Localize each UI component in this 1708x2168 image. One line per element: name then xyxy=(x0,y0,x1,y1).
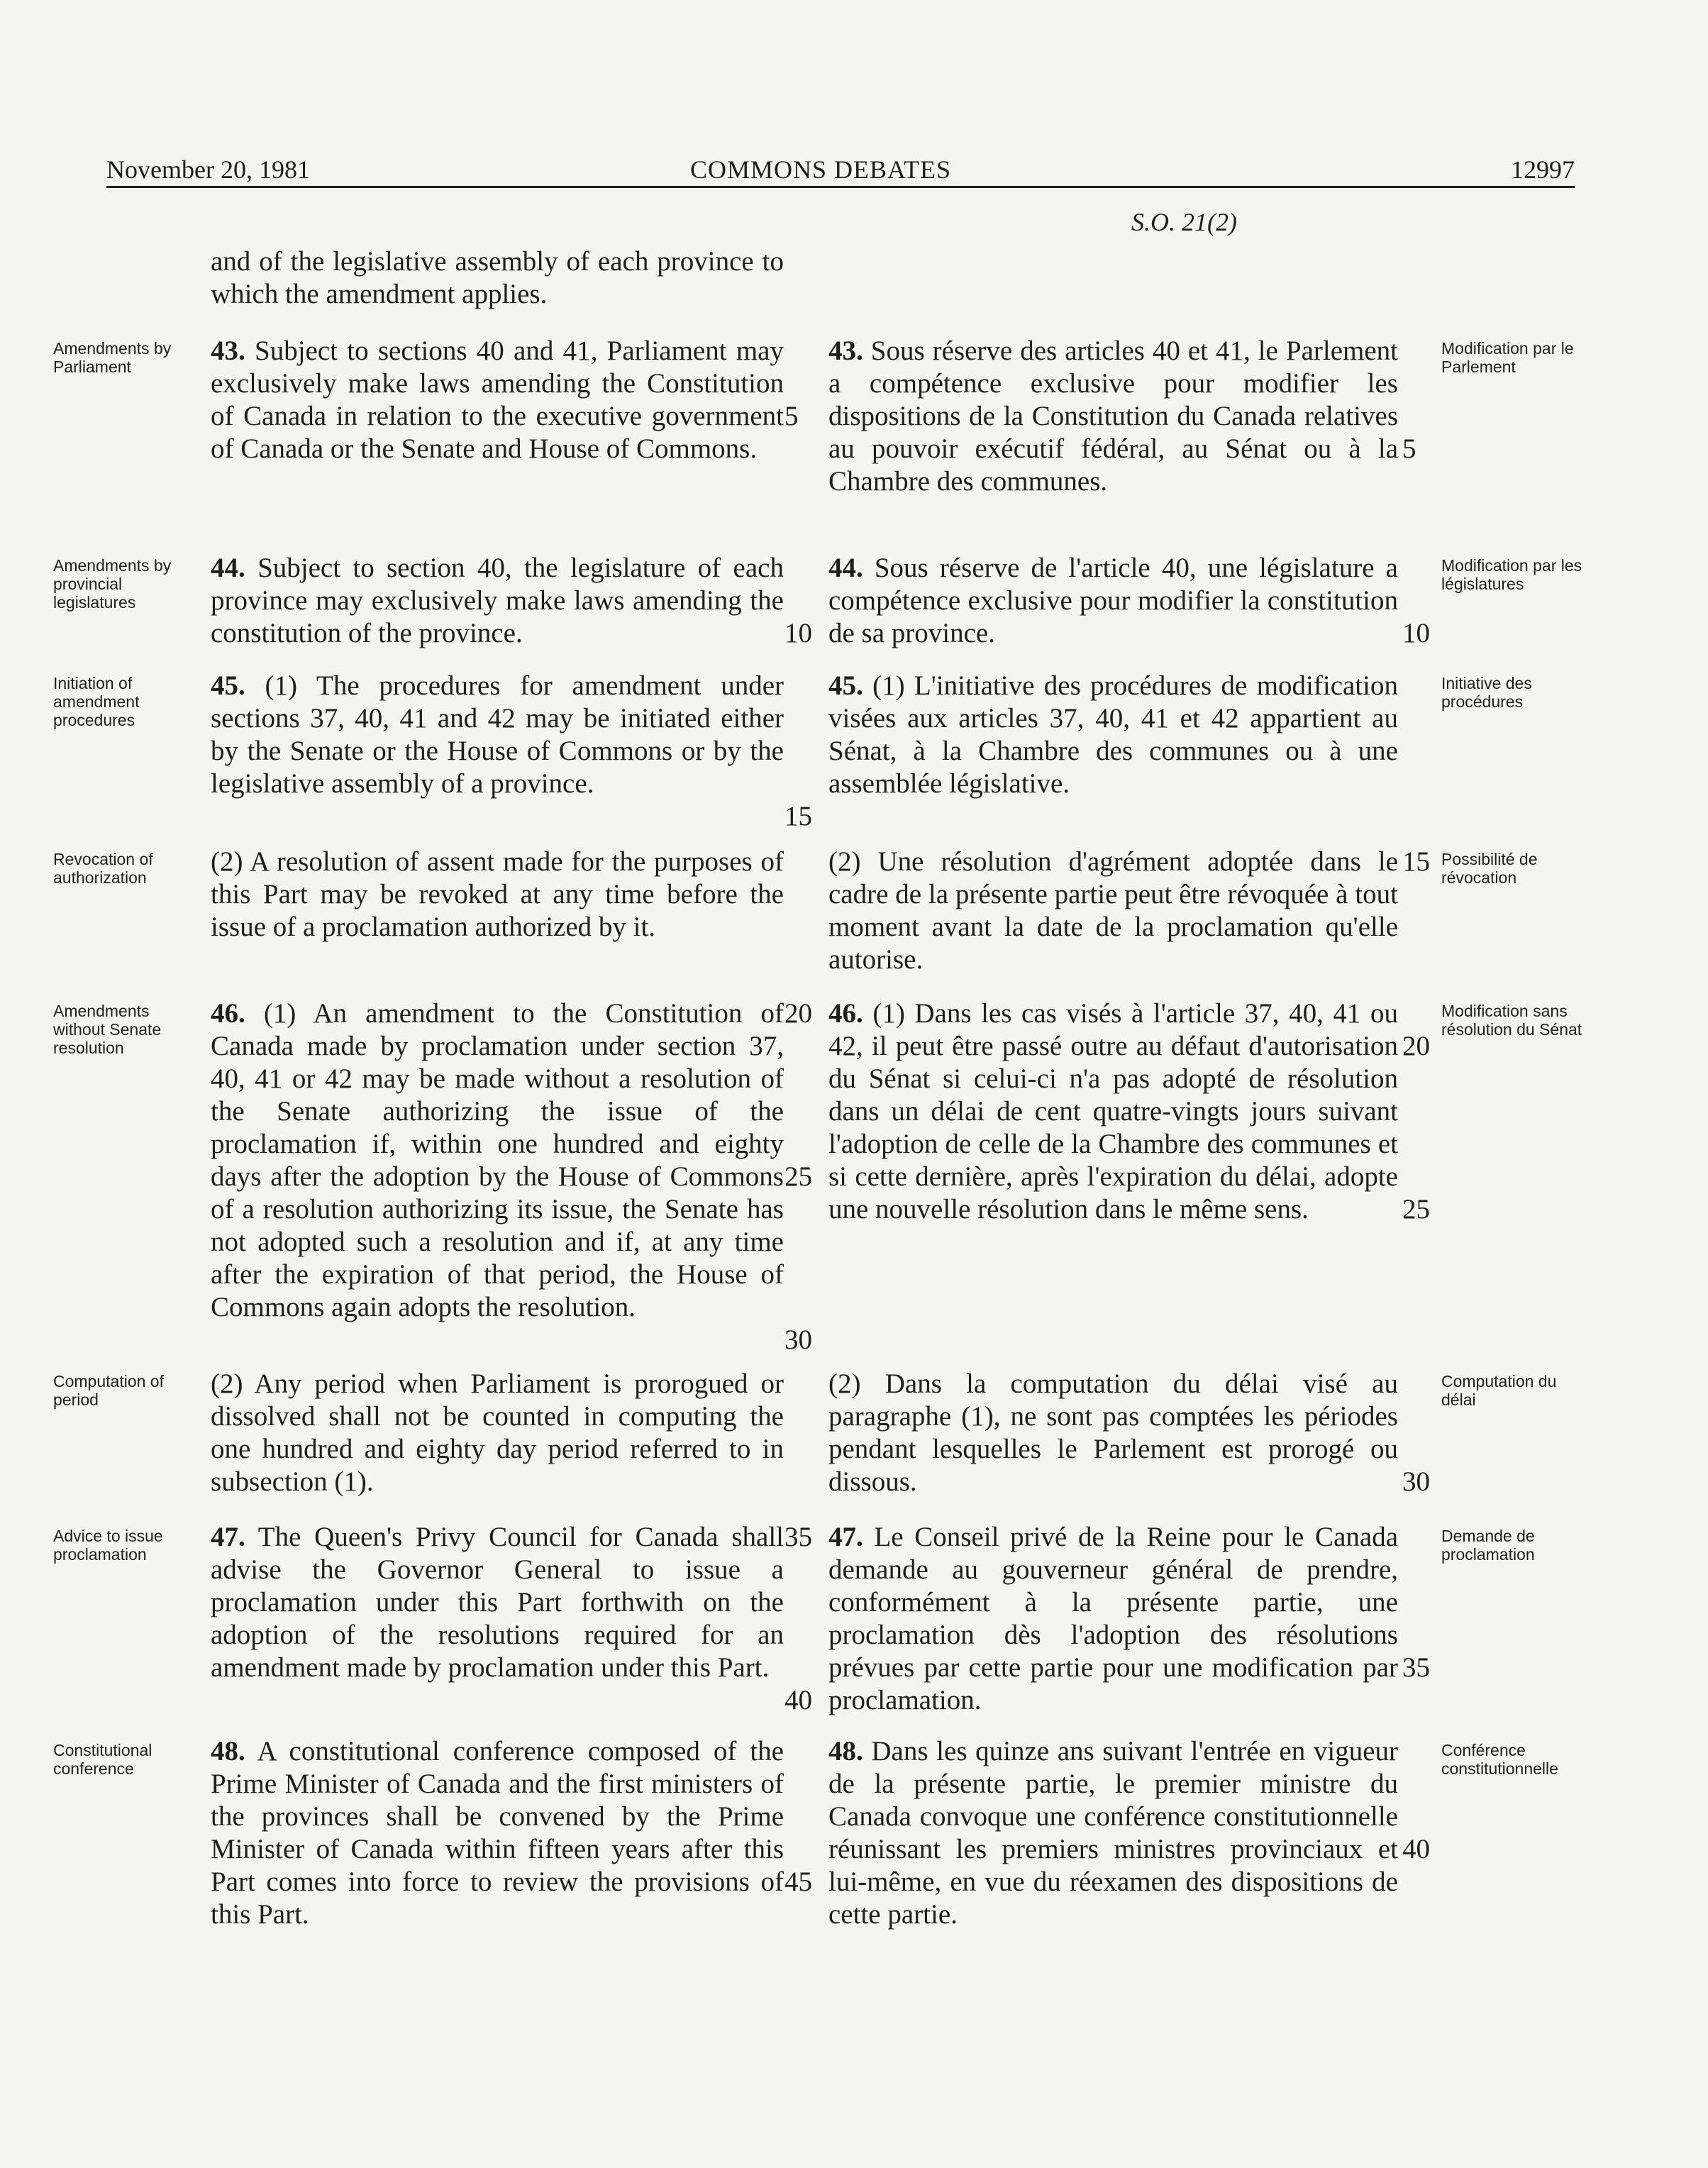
line-number: 40 xyxy=(1402,1834,1430,1864)
section-text: (2) Dans la computation du délai visé au paragraphe (1), ne sont pas comptées les périodes pendant lesquelles le Parlement est prorogé ou dissous. xyxy=(828,1368,1398,1497)
margin-note-fr: Conférence constitutionnelle xyxy=(1441,1741,1558,1778)
margin-note-en: Amendments by provincial legislatures xyxy=(53,556,172,612)
line-number: 40 xyxy=(784,1685,812,1715)
section-47-en xyxy=(211,1521,784,1684)
margin-note-fr: Initiative des procédures xyxy=(1441,674,1532,711)
standing-order-reference: S.O. 21(2) xyxy=(1131,208,1237,236)
section-number: 44. xyxy=(828,553,863,583)
margin-note-fr: Demande de proclamation xyxy=(1441,1527,1535,1564)
section-45-1-fr xyxy=(828,670,1398,800)
header-title: COMMONS DEBATES xyxy=(690,155,952,184)
margin-note-fr: Modification sans résolution du Sénat xyxy=(1441,1002,1582,1039)
line-number: 25 xyxy=(1402,1194,1430,1224)
section-48-fr xyxy=(828,1735,1398,1931)
line-number: 30 xyxy=(784,1324,812,1355)
header-date: November 20, 1981 xyxy=(106,155,310,184)
line-number: 10 xyxy=(784,618,812,648)
section-47-fr xyxy=(828,1521,1398,1717)
section-number: 45. xyxy=(828,670,863,701)
section-text: (2) Any period when Parliament is prorogued or dissolved shall not be counted in computing the one hundred and eighty day period referred to in subsection (1). xyxy=(211,1368,784,1497)
line-number: 30 xyxy=(1402,1466,1430,1497)
line-number: 35 xyxy=(784,1522,812,1552)
section-48-en xyxy=(211,1735,784,1931)
line-number: 20 xyxy=(1402,1031,1430,1061)
section-number: 45. xyxy=(211,670,245,701)
section-text: A constitutional conference composed of the Prime Minister of Canada and the first ministers of the provinces shall be convened by the Prime Minister of Canada within fifteen years after this Part comes into force to review the provisions of this Part. xyxy=(211,1736,784,1930)
section-46-2-en xyxy=(211,1368,784,1498)
line-number: 5 xyxy=(784,401,799,431)
section-text: (1) Dans les cas visés à l'article 37, 40, 41 ou 42, il peut être passé outre au défaut d'autorisation du Sénat si celui-ci n'a pas adopté de résolution dans un délai de cent quatre-vingts jours suivant l'adoption de celle de la Chambre des communes et si cette dernière, après l'expiration du délai, adopte une nouvelle résolution dans le même sens. xyxy=(828,998,1398,1224)
margin-note-fr: Modification par le Parlement xyxy=(1441,339,1574,376)
section-number: 47. xyxy=(211,1522,245,1552)
margin-note-en: Advice to issue proclamation xyxy=(53,1527,163,1564)
section-text: (2) A resolution of assent made for the purposes of this Part may be revoked at any time before the issue of a proclamation authorized by it. xyxy=(211,846,784,942)
section-46-2-fr xyxy=(828,1368,1398,1498)
section-number: 44. xyxy=(211,553,245,583)
margin-note-fr: Modification par les législatures xyxy=(1441,556,1582,593)
section-number: 46. xyxy=(828,998,863,1029)
section-46-1-en xyxy=(211,997,784,1324)
margin-note-en: Constitutional conference xyxy=(53,1741,152,1778)
section-number: 46. xyxy=(211,998,245,1029)
section-number: 43. xyxy=(211,336,245,366)
section-number: 47. xyxy=(828,1522,863,1552)
margin-note-en: Amendments by Parliament xyxy=(53,339,172,376)
section-number: 48. xyxy=(211,1736,245,1766)
section-text: (1) L'initiative des procédures de modification visées aux articles 37, 40, 41 et 42 appartient au Sénat, à la Chambre des communes ou à une assemblée législative. xyxy=(828,670,1398,799)
margin-note-en: Initiation of amendment procedures xyxy=(53,674,140,729)
margin-note-en: Amendments without Senate resolution xyxy=(53,1002,162,1057)
continuation-text: and of the legislative assembly of each province to which the amendment applies. xyxy=(211,246,784,309)
section-text: Subject to sections 40 and 41, Parliament may exclusively make laws amending the Constitution of Canada in relation to the executive government of Canada or the Senate and House of Commons. xyxy=(211,336,784,464)
section-45-1-en xyxy=(211,670,784,800)
margin-note-en: Computation of period xyxy=(53,1372,164,1409)
line-number: 15 xyxy=(784,801,812,831)
line-number: 20 xyxy=(784,998,812,1029)
line-number: 45 xyxy=(784,1866,812,1897)
section-43-en xyxy=(211,335,784,465)
section-number: 43. xyxy=(828,336,863,366)
section-45-2-fr xyxy=(828,846,1398,976)
header-page-number: 12997 xyxy=(1511,155,1575,184)
section-45-2-en xyxy=(211,846,784,944)
line-number: 10 xyxy=(1402,618,1430,648)
section-text: Sous réserve de l'article 40, une législature a compétence exclusive pour modifier la constitution de sa province. xyxy=(828,553,1398,648)
section-text: The Queen's Privy Council for Canada shall advise the Governor General to issue a proclamation under this Part forthwith on the adoption of the resolutions required for an amendment made by proclamation under this Part. xyxy=(211,1522,784,1683)
margin-note-en: Revocation of authorization xyxy=(53,850,153,887)
section-text: (2) Une résolution d'agrément adoptée dans le cadre de la présente partie peut être révoquée à tout moment avant la date de la proclamation qu'elle autorise. xyxy=(828,846,1398,975)
section-text: Subject to section 40, the legislature of each province may exclusively make laws amending the constitution of the province. xyxy=(211,553,784,648)
section-number: 48. xyxy=(828,1736,863,1766)
section-text: (1) The procedures for amendment under sections 37, 40, 41 and 42 may be initiated either by the Senate or the House of Commons or by the legislative assembly of a province. xyxy=(211,670,784,799)
section-text: Dans les quinze ans suivant l'entrée en vigueur de la présente partie, le premier ministre du Canada convoque une conférence constitutionnelle réunissant les premiers ministres provinciaux et lui-même, en vue du réexamen des dispositions de cette partie. xyxy=(828,1736,1398,1930)
margin-note-fr: Possibilité de révocation xyxy=(1441,850,1538,887)
margin-note-fr: Computation du délai xyxy=(1441,1372,1557,1409)
section-44-en xyxy=(211,552,784,650)
line-number: 5 xyxy=(1402,433,1416,464)
section-text: (1) An amendment to the Constitution of Canada made by proclamation under section 37, 40, 41 or 42 may be made without a resolution of the Senate authorizing the issue of the proclamation if, within one hundred and eighty days after the adoption by the House of Commons of a resolution authorizing its issue, the Senate has not adopted such a resolution and if, at any time after the expiration of that period, the House of Commons again adopts the resolution. xyxy=(211,998,784,1322)
header-rule xyxy=(106,186,1575,188)
line-number: 25 xyxy=(784,1161,812,1192)
section-text: Sous réserve des articles 40 et 41, le Parlement a compétence exclusive pour modifier les dispositions de la Constitution du Canada relatives au pouvoir exécutif fédéral, au Sénat ou à la Chambre des communes. xyxy=(828,336,1398,497)
section-43-fr xyxy=(828,335,1398,498)
section-44-fr xyxy=(828,552,1398,650)
line-number: 15 xyxy=(1402,846,1430,877)
page-header xyxy=(106,155,1575,187)
section-46-1-fr xyxy=(828,997,1398,1226)
section-text: Le Conseil privé de la Reine pour le Canada demande au gouverneur général de prendre, conformément à la présente partie, une proclamation dès l'adoption des résolutions prévues par cette partie pour une modification par proclamation. xyxy=(828,1522,1398,1715)
line-number: 35 xyxy=(1402,1652,1430,1683)
